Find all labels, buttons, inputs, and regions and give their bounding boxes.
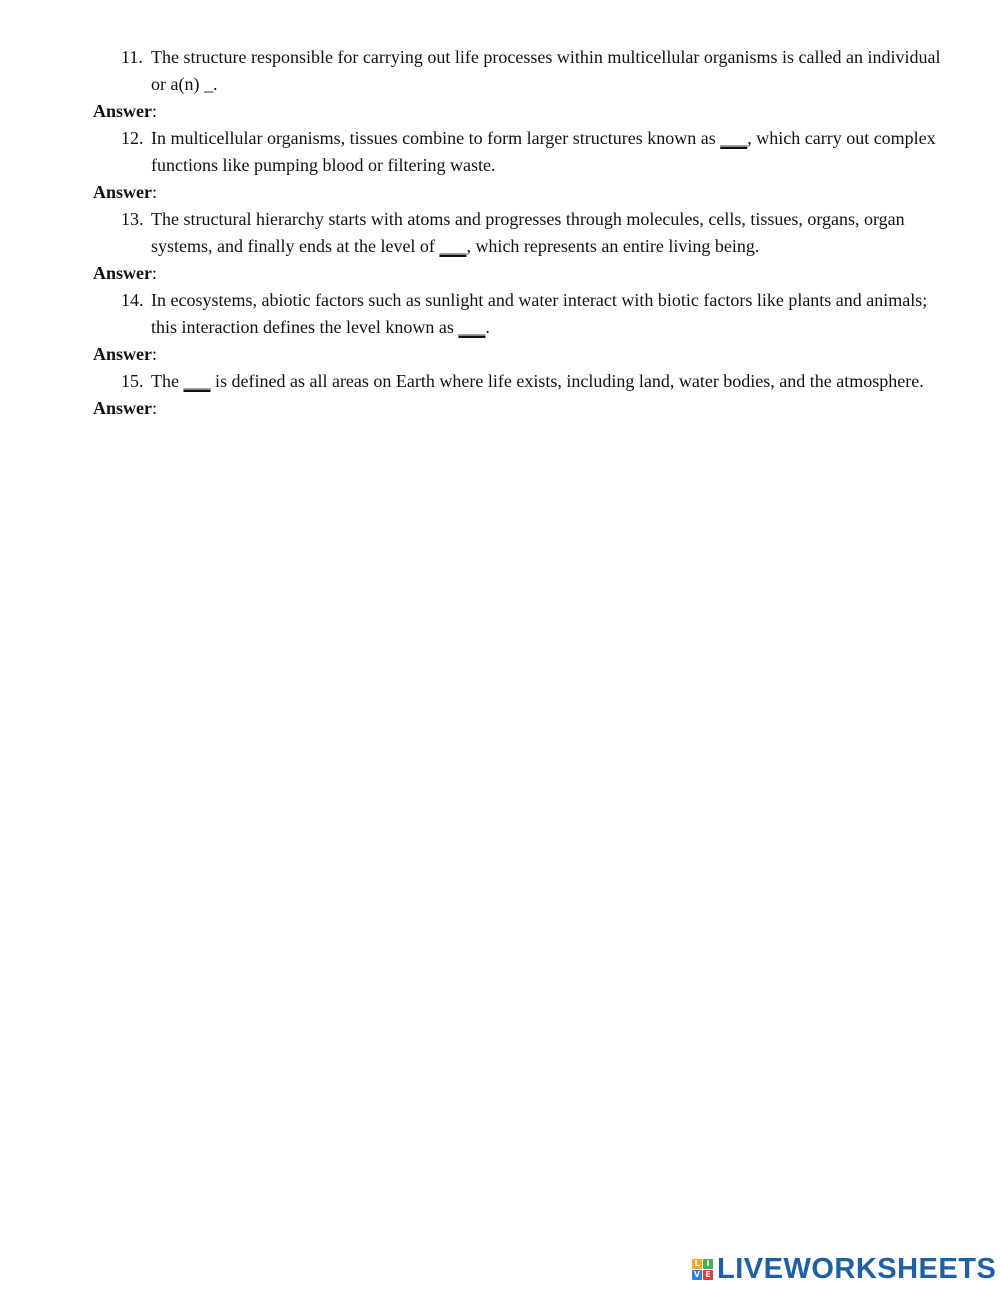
- logo-letter-l: L: [692, 1259, 702, 1269]
- fill-in-blank: ___: [439, 236, 467, 256]
- logo-text: LIVEWORKSHEETS: [717, 1252, 997, 1285]
- answer-label: Answer: [93, 263, 152, 283]
- answer-label: Answer: [93, 398, 152, 418]
- question-text-end: , which carry out complex functions like pumping blood or filtering waste.: [151, 128, 936, 175]
- question-number: 15.: [121, 371, 144, 391]
- fill-in-blank: ___: [183, 371, 211, 391]
- question-number: 14.: [121, 290, 144, 310]
- question-text-start: The: [151, 371, 184, 391]
- question-number: 13.: [121, 209, 144, 229]
- answer-colon: :: [152, 101, 158, 121]
- answer-label: Answer: [93, 101, 152, 121]
- answer-line-11[interactable]: [93, 98, 943, 125]
- question-text-start: In multicellular organisms, tissues combine to form larger structures known as: [151, 128, 721, 148]
- answer-colon: :: [152, 398, 158, 418]
- question-list: [93, 44, 943, 422]
- logo-letter-v: V: [693, 1269, 701, 1279]
- logo-letter-e: E: [703, 1270, 713, 1280]
- answer-line-13[interactable]: [93, 260, 943, 287]
- answer-label: Answer: [93, 182, 152, 202]
- question-text-end: is defined as all areas on Earth where life exists, including land, water bodies, and the atmosphere.: [210, 371, 924, 391]
- answer-label: Answer: [93, 344, 152, 364]
- question-14: [93, 287, 943, 341]
- answer-line-12[interactable]: [93, 179, 943, 206]
- question-number: 12.: [121, 128, 144, 148]
- question-15: [93, 368, 943, 395]
- question-text-end: , which represents an entire living being.: [466, 236, 760, 256]
- question-text-end: .: [485, 317, 490, 337]
- logo-letter-i: I: [703, 1259, 713, 1269]
- answer-colon: :: [152, 344, 158, 364]
- answer-colon: :: [152, 263, 158, 283]
- question-number: 11.: [121, 47, 143, 67]
- question-text: The structure responsible for carrying out life processes within multicellular organisms is called an individual or a(n) _.: [151, 47, 941, 94]
- answer-colon: :: [152, 182, 158, 202]
- question-12: [93, 125, 943, 179]
- question-text-start: In ecosystems, abiotic factors such as sunlight and water interact with biotic factors like plants and animals; this interaction defines the level known as: [151, 290, 928, 337]
- liveworksheets-logo: [692, 1252, 996, 1286]
- question-11: [93, 44, 943, 98]
- answer-line-15[interactable]: [93, 395, 943, 422]
- logo-grid-icon: [692, 1259, 713, 1280]
- question-text-start: The structural hierarchy starts with atoms and progresses through molecules, cells, tissues, organs, organ systems, and finally ends at the level of: [151, 209, 905, 256]
- question-13: [93, 206, 943, 260]
- fill-in-blank: ___: [458, 317, 486, 337]
- answer-line-14[interactable]: [93, 341, 943, 368]
- fill-in-blank: ___: [720, 128, 748, 148]
